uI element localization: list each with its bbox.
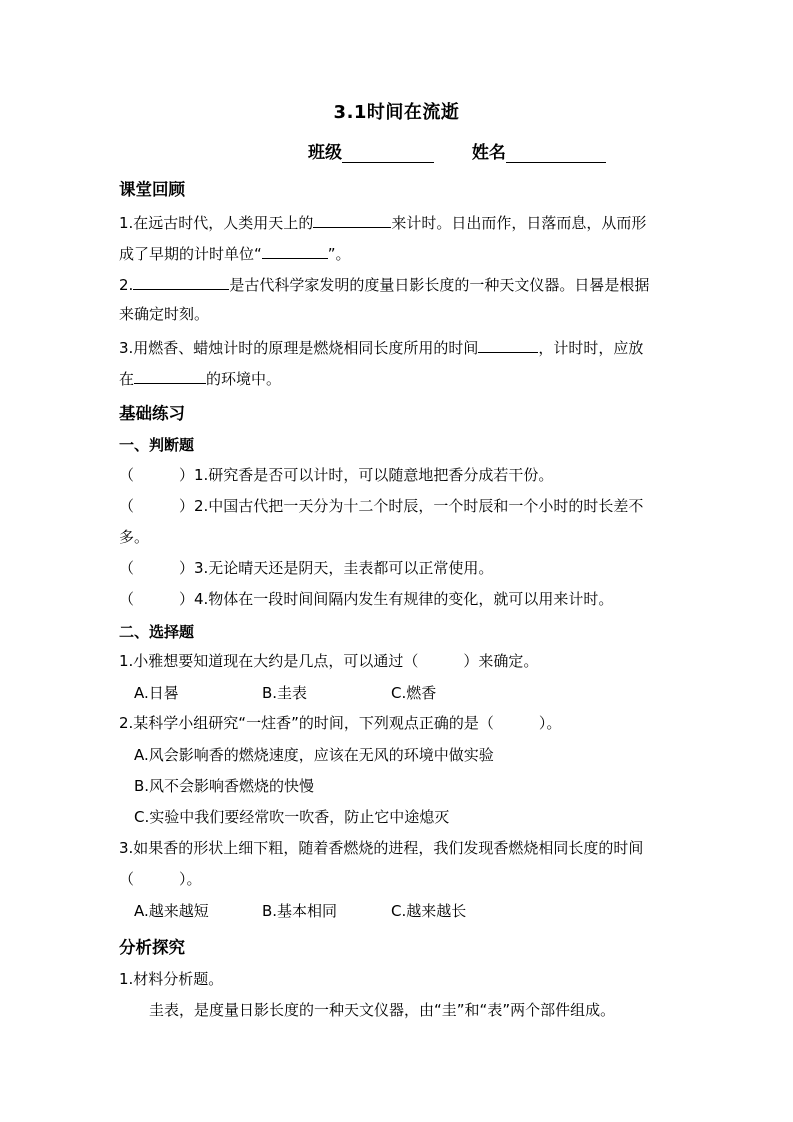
name-row <box>308 138 606 163</box>
choice-q3-option-c[interactable]: C.越来越长 <box>391 902 467 920</box>
section-heading-analysis: 分析探究 <box>119 938 185 957</box>
choice-q1: 1.小雅想要知道现在大约是几点，可以通过（ ）来确定。 <box>119 652 539 670</box>
choice-q1-option-a[interactable]: A.日晷 <box>134 684 179 702</box>
judge-item-2-cont: 多。 <box>119 528 150 546</box>
judge-item-1: （ ）1.研究香是否可以计时，可以随意地把香分成若干份。 <box>119 466 554 484</box>
review-q1-blank2[interactable] <box>262 242 328 259</box>
choice-q2-option-b[interactable]: B.风不会影响香燃烧的快慢 <box>134 777 315 795</box>
review-q3-blank2[interactable] <box>134 367 206 384</box>
class-blank[interactable] <box>342 144 434 163</box>
review-q1-line2: 成了早期的计时单位“ ”。 <box>119 242 351 264</box>
section-heading-basic: 基础练习 <box>119 404 185 423</box>
choice-q3: 3.如果香的形状上细下粗，随着香燃烧的进程，我们发现香燃烧相同长度的时间 <box>119 839 644 857</box>
review-q2-line1: 2. 是古代科学家发明的度量日影长度的一种天文仪器。日晷是根据 <box>119 273 649 295</box>
review-q3-line1: 3.用燃香、蜡烛计时的原理是燃烧相同长度所用的时间 ，计时时，应放 <box>119 336 643 358</box>
choice-q3-option-a[interactable]: A.越来越短 <box>134 902 209 920</box>
page-title: 3.1时间在流逝 <box>333 102 460 123</box>
choice-q2-option-c[interactable]: C.实验中我们要经常吹一吹香，防止它中途熄灭 <box>134 808 450 826</box>
review-q2-blank1[interactable] <box>133 273 229 290</box>
review-q1-blank1[interactable] <box>313 211 391 228</box>
review-q3-line2: 在 的环境中。 <box>119 367 281 389</box>
choice-q2: 2.某科学小组研究“一炷香”的时间，下列观点正确的是（ ）。 <box>119 714 562 732</box>
choice-q2-option-a[interactable]: A.风会影响香的燃烧速度，应该在无风的环境中做实验 <box>134 746 494 764</box>
choice-q1-option-b[interactable]: B.圭表 <box>262 684 308 702</box>
choice-q1-option-c[interactable]: C.燃香 <box>391 684 437 702</box>
review-q1-line1: 1.在远古时代，人类用天上的 来计时。日出而作，日落而息，从而形 <box>119 211 646 233</box>
judge-item-2: （ ）2.中国古代把一天分为十二个时辰，一个时辰和一个小时的时长差不 <box>119 497 644 515</box>
judge-item-4: （ ）4.物体在一段时间间隔内发生有规律的变化，就可以用来计时。 <box>119 590 614 608</box>
judge-item-3: （ ）3.无论晴天还是阴天，圭表都可以正常使用。 <box>119 559 494 577</box>
class-label: 班级 <box>308 143 342 163</box>
section-heading-review: 课堂回顾 <box>119 180 185 199</box>
choice-q3-option-b[interactable]: B.基本相同 <box>262 902 338 920</box>
name-label: 姓名 <box>471 143 506 163</box>
name-blank[interactable] <box>506 144 606 163</box>
review-q2-line2: 来确定时刻。 <box>119 305 210 323</box>
review-q3-blank1[interactable] <box>478 336 538 353</box>
judge-heading: 一、判断题 <box>119 436 195 454</box>
analysis-q1: 1.材料分析题。 <box>119 970 224 988</box>
analysis-paragraph: 圭表，是度量日影长度的一种天文仪器，由“圭”和“表”两个部件组成。 <box>149 1001 616 1019</box>
choice-q3-cont: （ ）。 <box>119 870 202 888</box>
choice-heading: 二、选择题 <box>119 623 195 641</box>
